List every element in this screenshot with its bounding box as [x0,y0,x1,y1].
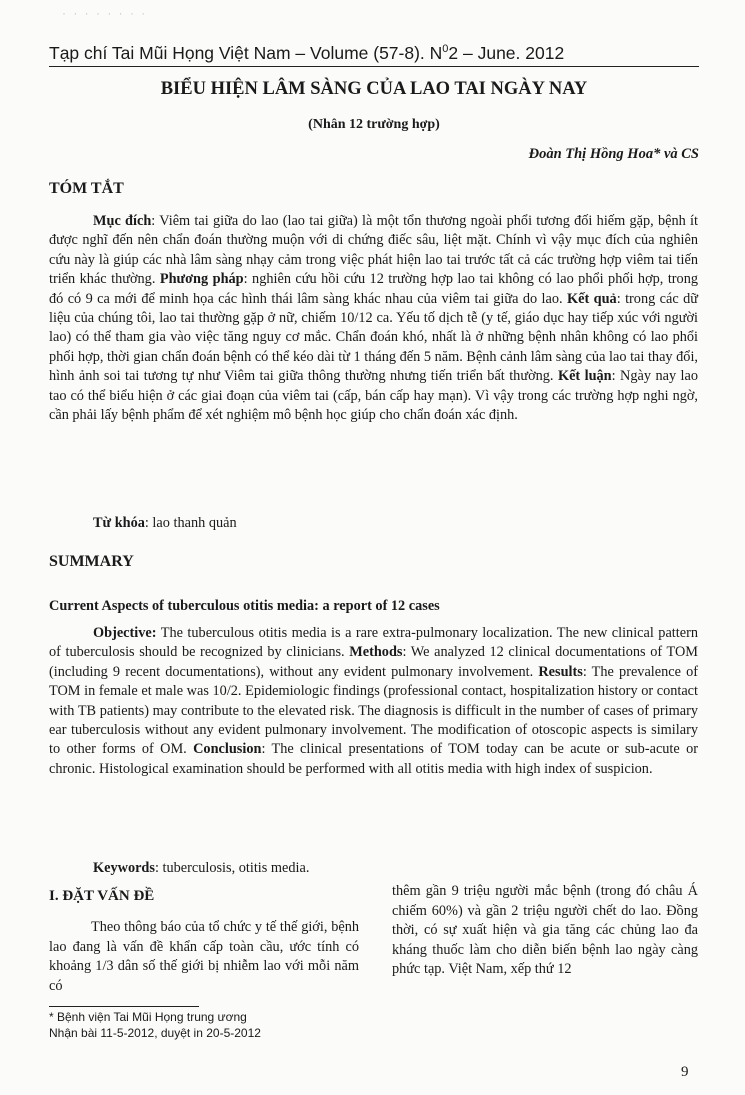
results-text: : The prevalence of TOM in female et male was 10/2. Epidemiologic findings (professional contact, hospitalization history or contact with TB patients) may contribute to the elevated risk. The diagnosis is difficult in the number of cases of primary ear tuberculosis without any evident pulmonary involvement. The modification of otoscopic aspects is similary to other forms of OM. [49,663,698,758]
phuong-phap-text: : nghiên cứu hồi cứu 12 trường hợp lao tai không có lao phổi phối hợp, trong đó có 9 ca mới để minh họa các hình thái lâm sàng khác nhau của viêm tai giữa do lao. [49,271,698,307]
summary-article-title: Current Aspects of tuberculous otitis media: a report of 12 cases [49,598,440,614]
ket-qua-label: Kết quả [567,290,617,307]
article-authors: Đoàn Thị Hồng Hoa* và CS [528,146,699,162]
section1-left-column [49,888,359,996]
muc-dich-text: : Viêm tai giữa do lao (lao tai giữa) là một tổn thương ngoài phổi tương đối hiếm gặp, bệnh ít được nghĩ đến nên chẩn đoán thường muộn với di chứng điếc sâu, liệt mặt. Chính vì vậy mục đích của nghiên cứu này là giúp các nhà lâm sàng nhạy cảm trong việc phát hiện lao tai trước tất cả các trường hợp viêm tai tiến triển khác thường. [49,213,698,288]
page-number: 9 [681,1064,689,1080]
ket-luan-label: Kết luận [557,368,612,385]
footnote-divider [49,1006,199,1007]
keywords-label: Keywords [93,860,155,876]
summary-abstract [49,624,698,779]
objective-text: The tuberculous otitis media is a rare extra-pulmonary localization. The new clinical pattern of tuberculosis should be recognized by clinicians. [49,625,698,661]
tu-khoa-label: Từ khóa [93,515,145,531]
methods-text: : We analyzed 12 clinical documentations of TOM (including 9 recent documentations), without any evident pulmonary involvement. [49,644,698,680]
tomtat-heading: TÓM TẮT [49,180,124,197]
methods-label: Methods [349,644,403,661]
footnote-dates: Nhận bài 11-5-2012, duyệt in 20-5-2012 [49,1026,261,1040]
keywords-line [93,860,309,877]
phuong-phap-label: Phương pháp [159,271,244,288]
summary-heading: SUMMARY [49,553,134,570]
ket-qua-text: : trong các dữ liệu của chúng tôi, lao tai thường gặp ở nữ, chiếm 10/12 ca. Yếu tố dịch tễ (y tế, giáo dục hay tiếp xúc với người lao) có thể tham gia vào việc tăng nguy cơ mắc. Chẩn đoán khó, nhất là ở những bệnh nhân không có lao phổi phối hợp, thời gian chẩn đoán bệnh có thể kéo dài từ 1 tháng đến 5 năm. Bệnh cảnh lâm sàng của lao tai thay đổi, hình ảnh soi tai tương tự như Viêm tai giữa thông thường nhưng tiến triển bất thường. [49,290,698,385]
conclusion-label: Conclusion [193,741,262,758]
tu-khoa-line [93,515,237,532]
journal-header [49,43,699,67]
article-subtitle: (Nhân 12 trường hợp) [308,117,440,132]
article-title: BIỂU HIỆN LÂM SÀNG CỦA LAO TAI NGÀY NAY [160,79,588,99]
journal-header-text: Tạp chí Tai Mũi Họng Việt Nam – Volume (57-8). N [49,43,443,63]
conclusion-text: : The clinical presentations of TOM today can be acute or sub-acute or chronic. Histological examination should be performed with all otitis media with high index of suspicion. [49,741,699,777]
ket-luan-text: : Ngày nay lao tao có thể biểu hiện ở các giai đoạn của viêm tai (cấp, bán cấp hay mạn). Vì vậy trong các trường hợp nghi ngờ, cần phải lấy bệnh phẩm để xét nghiệm mô bệnh học giúp cho chẩn đoán xác định. [49,368,698,424]
journal-issue-sup: 0 [442,43,449,56]
muc-dich-label: Mục đích [93,213,152,229]
tomtat-abstract [49,212,698,425]
results-label: Results [538,663,583,680]
footnote-affiliation: * Bệnh viện Tai Mũi Họng trung ương [49,1010,247,1024]
objective-label: Objective: [93,625,157,641]
section1-left-text: Theo thông báo của tổ chức y tế thế giới, bệnh lao đang là vấn đề khẩn cấp toàn cầu, ước tính có khoảng 1/3 dân số thế giới bị nhiễm lao với mỗi năm có [49,919,359,994]
tu-khoa-text: : lao thanh quản [144,515,237,531]
keywords-text: : tuberculosis, otitis media. [154,860,310,876]
scan-stamp: · · · · · · · · [62,6,148,20]
section1-heading: I. ĐẶT VẤN ĐỀ [49,888,155,904]
journal-header-tail: 2 – June. 2012 [448,43,565,63]
section1-right-text: thêm gần 9 triệu người mắc bệnh (trong đó châu Á chiếm 60%) và gần 2 triệu người chết do lao. Đồng thời, có sự xuất hiện và gia tăng các chủng lao đa kháng thuốc làm cho diễn biến bệnh lao ngày càng phức tạp. Việt Nam, xếp thứ 12 [392,883,698,977]
footnote [49,1009,379,1041]
